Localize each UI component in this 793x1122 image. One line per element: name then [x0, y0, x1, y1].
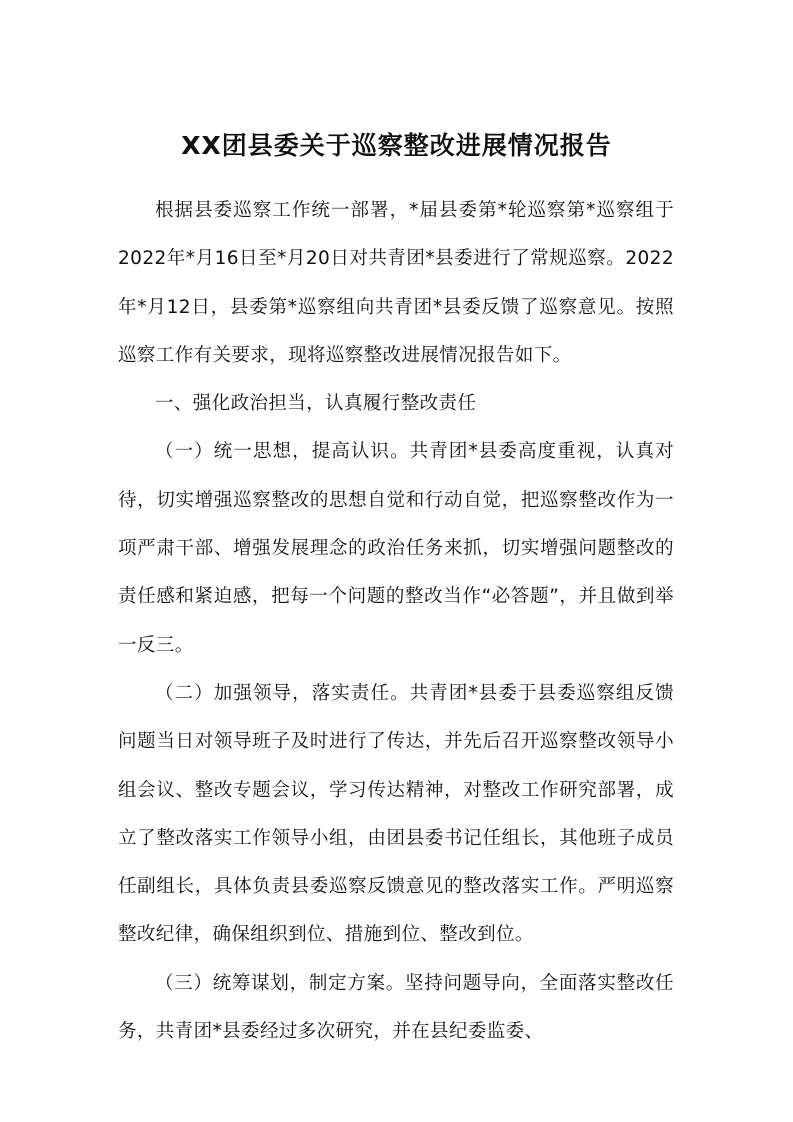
document-title: XX团县委关于巡察整改进展情况报告: [181, 131, 612, 160]
paragraph-subsection-3: （三）统筹谋划，制定方案。坚持问题导向，全面落实整改任务，共青团*县委经过多次研究，并在县纪委监委、: [118, 972, 674, 1043]
paragraph-subsection-2: （二）加强领导，落实责任。共青团*县委于县委巡察组反馈问题当日对领导班子及时进行了传达，并先后召开巡察整改领导小组会议、整改专题会议，学习传达精神，对整改工作研究部署，成立了整改落实工作领导小组，由团县委书记任组长，其他班子成员任副组长，具体负责县委巡察反馈意见的整改落实工作。严明巡察整改纪律，确保组织到位、措施到位、整改到位。: [118, 682, 674, 946]
document-body: [118, 187, 674, 1056]
section-heading-1: 一、强化政治担当，认真履行整改责任: [155, 393, 477, 415]
intro-paragraph: 根据县委巡察工作统一部署，*届县委第*轮巡察第*巡察组于2022年*月16日至*月20日对共青团*县委进行了常规巡察。2022年*月12日，县委第*巡察组向共青团*县委反馈了巡察意见。按照巡察工作有关要求，现将巡察整改进展情况报告如下。: [118, 200, 674, 366]
paragraph-subsection-1: （一）统一思想，提高认识。共青团*县委高度重视，认真对待，切实增强巡察整改的思想自觉和行动自觉，把巡察整改作为一项严肃干部、增强发展理念的政治任务来抓，切实增强问题整改的责任感和紧迫感，把每一个问题的整改当作“必答题”，并且做到举一反三。: [118, 441, 674, 656]
